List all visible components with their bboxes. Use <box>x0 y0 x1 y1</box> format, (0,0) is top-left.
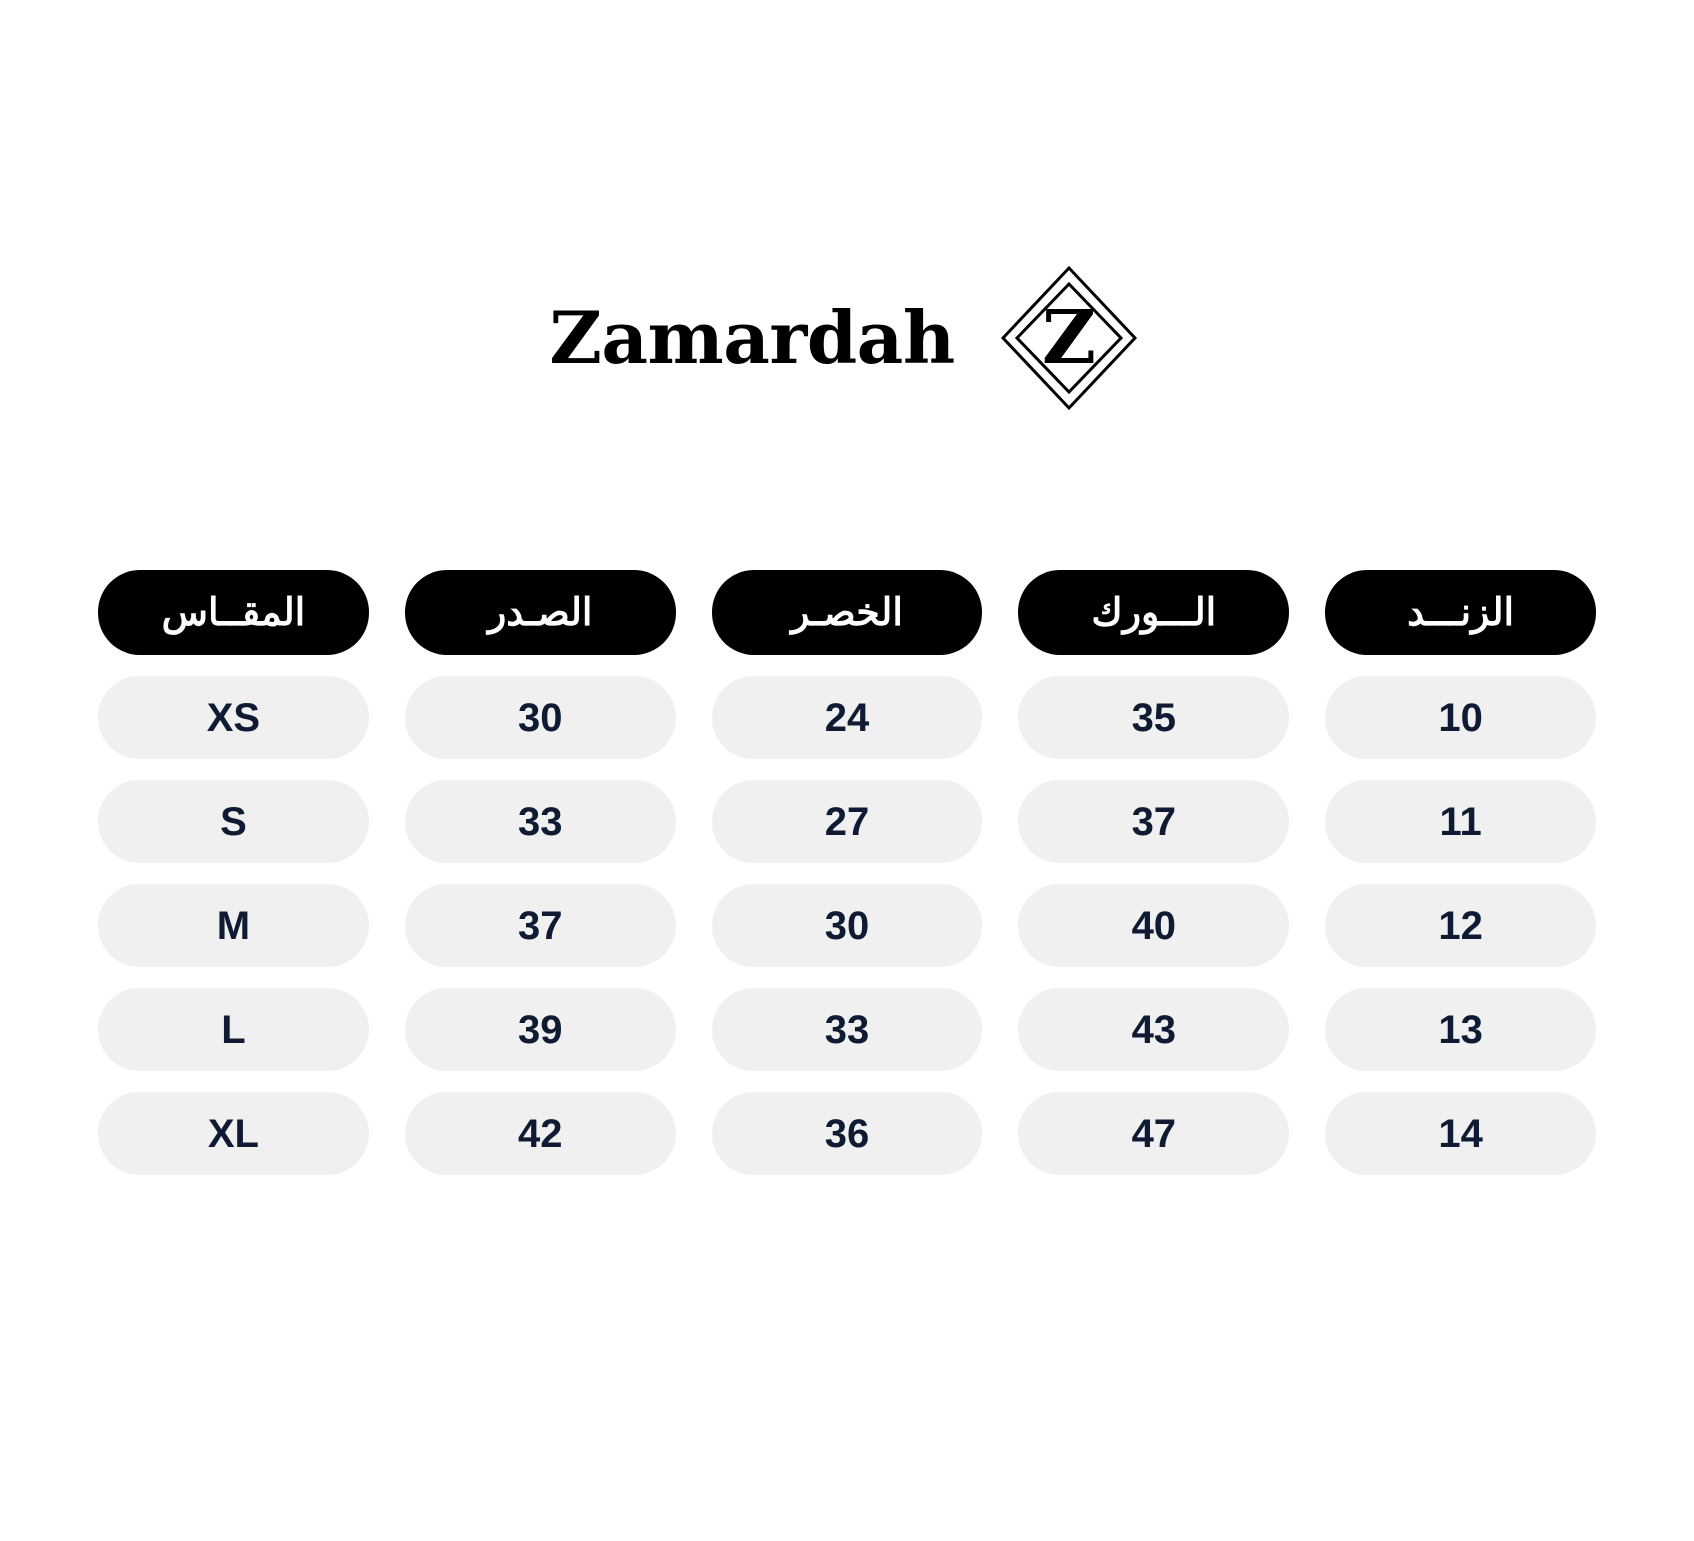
table-header-cell-chest <box>405 570 676 655</box>
cell-value: 35 <box>1131 695 1177 740</box>
cell-value: 12 <box>1438 903 1483 948</box>
cell-value: 33 <box>517 799 563 844</box>
table-row <box>98 780 1596 863</box>
svg-text:Z: Z <box>1041 295 1096 381</box>
table-row <box>98 676 1596 759</box>
table-cell-chest <box>405 676 676 759</box>
table-header-cell-size <box>98 570 369 655</box>
table-cell-size <box>98 780 369 863</box>
cell-value: XS <box>206 695 261 740</box>
table-cell-hip <box>1018 988 1289 1071</box>
table-row <box>98 884 1596 967</box>
cell-value: 40 <box>1131 903 1177 948</box>
table-row <box>98 1092 1596 1175</box>
table-cell-zind <box>1325 780 1596 863</box>
table-cell-chest <box>405 988 676 1071</box>
table-cell-chest <box>405 884 676 967</box>
header-label: المقــاس <box>161 591 306 634</box>
cell-value: 11 <box>1439 799 1482 844</box>
table-cell-waist <box>712 884 983 967</box>
size-table <box>98 570 1596 1175</box>
cell-value: 14 <box>1438 1111 1483 1156</box>
table-cell-chest <box>405 1092 676 1175</box>
header-label: الزنـــد <box>1407 591 1515 634</box>
header-label: الصـدر <box>487 591 593 634</box>
table-header-cell-zind <box>1325 570 1596 655</box>
cell-value: 37 <box>1131 799 1177 844</box>
table-cell-size <box>98 884 369 967</box>
table-cell-size <box>98 1092 369 1175</box>
table-cell-size <box>98 676 369 759</box>
cell-value: 24 <box>824 695 870 740</box>
diamond-z-logo-icon <box>993 262 1145 414</box>
table-header-row <box>98 570 1596 655</box>
table-cell-zind <box>1325 1092 1596 1175</box>
table-cell-size <box>98 988 369 1071</box>
cell-value: 37 <box>517 903 563 948</box>
cell-value: 33 <box>824 1007 870 1052</box>
cell-value: XL <box>207 1111 259 1156</box>
cell-value: 30 <box>517 695 563 740</box>
cell-value: 30 <box>824 903 870 948</box>
table-cell-zind <box>1325 884 1596 967</box>
cell-value: 43 <box>1131 1007 1177 1052</box>
brand-header <box>0 262 1694 414</box>
table-cell-zind <box>1325 676 1596 759</box>
header-label: الـــورك <box>1091 591 1217 634</box>
cell-value: L <box>221 1007 246 1052</box>
table-cell-hip <box>1018 676 1289 759</box>
cell-value: 42 <box>517 1111 563 1156</box>
cell-value: M <box>216 903 251 948</box>
cell-value: S <box>220 799 247 844</box>
table-header-cell-hip <box>1018 570 1289 655</box>
cell-value: 36 <box>824 1111 870 1156</box>
cell-value: 27 <box>824 799 870 844</box>
table-row <box>98 988 1596 1071</box>
table-cell-waist <box>712 988 983 1071</box>
cell-value: 13 <box>1438 1007 1483 1052</box>
cell-value: 47 <box>1131 1111 1177 1156</box>
table-cell-zind <box>1325 988 1596 1071</box>
cell-value: 39 <box>517 1007 563 1052</box>
table-cell-waist <box>712 780 983 863</box>
table-cell-hip <box>1018 884 1289 967</box>
brand-name: Zamardah <box>549 295 955 380</box>
table-cell-hip <box>1018 780 1289 863</box>
header-label: الخصـر <box>791 591 903 634</box>
table-header-cell-waist <box>712 570 983 655</box>
table-cell-chest <box>405 780 676 863</box>
table-cell-hip <box>1018 1092 1289 1175</box>
table-cell-waist <box>712 676 983 759</box>
table-cell-waist <box>712 1092 983 1175</box>
cell-value: 10 <box>1438 695 1483 740</box>
